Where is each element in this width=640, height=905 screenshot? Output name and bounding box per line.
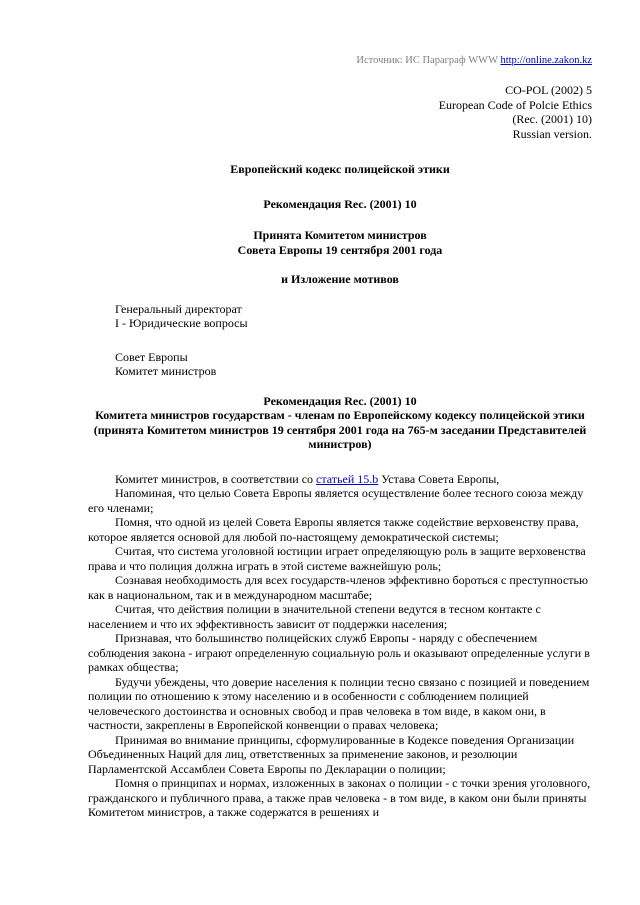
doc-ref-line: (Rec. (2001) 10)	[512, 112, 592, 126]
document-title: Европейский кодекс полицейской этики	[230, 162, 450, 176]
paragraph-suffix: Устава Совета Европы,	[378, 471, 500, 486]
doc-ref-line: Russian version.	[512, 126, 592, 141]
main-heading-line: Комитета министров государствам - членам по Европейскому кодексу полицейской этики	[95, 408, 585, 422]
paragraph: Принимая во внимание принципы, сформулированные в Кодексе поведения Организации Объединенных Наций для лиц, ответственных за применение законов, и резолюции Парламентской Ассамблеи Совета Европы по Декларации о полиции;	[88, 732, 575, 776]
adopted-heading	[88, 228, 592, 257]
paragraph: Сознавая необходимость для всех государств-членов эффективно бороться с преступностью как в национальном, так и в международном масштабе;	[88, 573, 588, 602]
doc-reference-block	[88, 83, 592, 141]
council-line: Комитет министров	[115, 364, 217, 378]
paragraph-prefix: Комитет министров, в соответствии со	[115, 471, 317, 486]
adopted-line: Принята Комитетом министров	[253, 228, 427, 242]
main-heading-block	[88, 394, 592, 452]
paragraph: Помня, что одной из целей Совета Европы является также содействие верховенству права, которое является основой для любой по-настоящему демократической системы;	[88, 515, 579, 544]
body-text	[88, 472, 592, 820]
paragraph: Помня о принципах и нормах, изложенных в законах о полиции - с точки зрения уголовного, гражданского и публичного права, а также прав человека - в том виде, в каком они были приняты Комитетом министров, а также содержатся в решениях и	[88, 776, 591, 819]
directorate-line: I - Юридические вопросы	[115, 316, 248, 330]
paragraph: Считая, что действия полиции в значительной степени ведутся в тесном контакте с населением и что их эффективность зависит от поддержки населения;	[88, 602, 541, 631]
paragraph: Будучи убеждены, что доверие населения к полиции тесно связано с позицией и поведением полиции по отношению к этому населению и в особенности с соблюдением полицией человеческого достоинства и основных свобод и прав человека в том виде, в каком они, в частности, закреплены в Европейской конвенции о правах человека;	[88, 674, 590, 732]
paragraph: Признавая, что большинство полицейских служб Европы - наряду с обеспечением соблюдения закона - играют определенную социальную роль и оказывают определенные услуги в рамках общества;	[88, 631, 590, 674]
council-block	[115, 350, 592, 379]
source-prefix: Источник: ИС Параграф WWW	[356, 55, 501, 66]
adopted-line: Совета Европы 19 сентября 2001 года	[237, 242, 443, 257]
main-heading-line: Рекомендация Rec. (2001) 10	[263, 393, 417, 408]
doc-ref-line: CO-POL (2002) 5	[505, 83, 592, 97]
directorate-line: Генеральный директорат	[115, 301, 242, 316]
source-line	[88, 54, 592, 67]
paragraph: Считая, что система уголовной юстиции играет определяющую роль в защите верховенства права и что полиция должна играть в этой системе важнейшую роль;	[88, 544, 586, 573]
paragraph-committee	[88, 472, 592, 487]
statute-15b-link[interactable]: статьей 15.b	[316, 471, 379, 486]
source-link[interactable]: http://online.zakon.kz	[500, 55, 592, 66]
motives-heading: и Изложение мотивов	[281, 272, 399, 286]
council-line: Совет Европы	[115, 349, 188, 364]
main-heading-line: (принята Комитетом министров 19 сентября 2001 года на 765-м заседании Представителей министров)	[93, 422, 587, 451]
recommendation-heading: Рекомендация Rec. (2001) 10	[263, 196, 417, 211]
doc-ref-line: European Code of Polcie Ethics	[438, 97, 592, 112]
paragraph: Напоминая, что целью Совета Европы является осуществление более тесного союза между его членами;	[88, 486, 584, 515]
directorate-block	[115, 302, 592, 331]
